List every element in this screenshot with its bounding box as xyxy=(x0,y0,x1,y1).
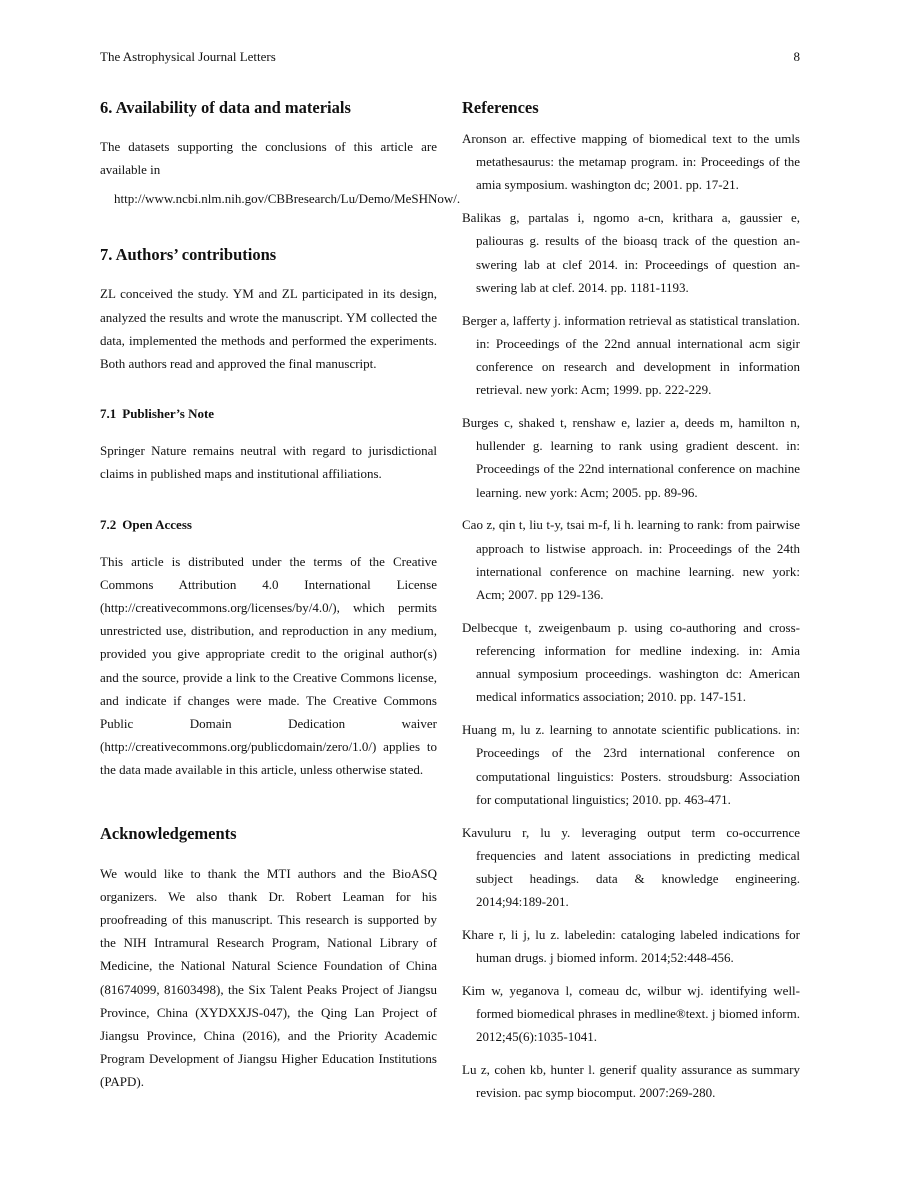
publishers-note-text: Springer Nature remains neutral with regard to jurisdictional claims in published maps and institutional affiliations. xyxy=(100,443,437,482)
reference-item: Burges c, shaked t, renshaw e, lazier a, deeds m, hamilton n, hullender g. learning to rank using gradient descent. in: Proceedings of the 22nd international conference on machine learning. new york: Acm; 2005. pp. 89-96. xyxy=(462,415,800,500)
journal-name: The Astrophysical Journal Letters xyxy=(100,49,276,64)
section-title-references: References xyxy=(462,98,539,117)
reference-item: Delbecque t, zweigenbaum p. using co-authoring and cross-referencing information for medline indexing. in: Amia annual symposium proceedings. washington dc: American medical informatics association; 2010. pp. 147-151. xyxy=(462,619,800,705)
subsection-title-publishers-note xyxy=(100,404,437,424)
reference-item: Kim w, yeganova l, comeau dc, wilbur wj. identifying well-formed biomedical phrases in medline®text. j biomed inform. 2012;45(6):1035-1041. xyxy=(462,983,800,1045)
section-title-availability: 6. Availability of data and materials xyxy=(100,98,351,117)
reference-item: Cao z, qin t, liu t-y, tsai m-f, li h. learning to rank: from pairwise approach to listwise approach. in: Proceedings of the 24th international conference on machine learning. new york: Acm; 2007. pp 129-136. xyxy=(462,517,800,603)
running-head xyxy=(100,47,800,67)
section-title-acknowledgements: Acknowledgements xyxy=(100,823,237,843)
page-number: 8 xyxy=(793,49,800,64)
reference-item: Balikas g, partalas i, ngomo a-cn, krithara a, gaussier e, paliouras g. results of the bioasq track of the question answering lab at clef 2014. in: Proceedings of question answering lab at clef. 2014. pp. 1181-1193. xyxy=(462,210,800,295)
reference-item: Aronson ar. effective mapping of biomedical text to the umls metathesaurus: the metamap program. in: Proceedings of the amia symposium. washington dc; 2001. pp. 17-21. xyxy=(462,131,800,193)
subsection-title-open-access xyxy=(100,515,437,535)
acknowledgements-text: We would like to thank the MTI authors and the BioASQ organizers. We also thank Dr. Robert Leaman for his proofreading of this manuscript. This research is supported by the NIH Intramural Research Program, National Library of Medicine, the National Natural Science Foundation of China (81674099, 81603498), the Six Talent Peaks Project of Jiangsu Province, China (XYDXXJS-047), the Qing Lan Project of Jiangsu Province, China (2016), and the Priority Academic Program Development of Jiangsu Higher Education Institutions (PAPD). xyxy=(100,865,437,1090)
subsection-label: Open Access xyxy=(122,516,192,532)
subsection-number: 7.1 xyxy=(100,406,117,422)
reference-item: Kavuluru r, lu y. leveraging output term co-occurrence frequencies and latent associations in predicting medical subject headings. data & knowledge engineering. 2014;94:189-201. xyxy=(462,824,800,910)
reference-item: Huang m, lu z. learning to annotate scientific publications. in: Proceedings of the 23rd international conference on computational linguistics: Posters. stroudsburg: Association for computational linguistics; 2010. pp. 463-471. xyxy=(462,722,800,807)
reference-item: Lu z, cohen kb, hunter l. generif quality assurance as summary revision. pac symp biocomput. 2007:269-280. xyxy=(462,1062,800,1101)
authors-contributions-text: ZL conceived the study. YM and ZL participated in its design, analyzed the results and wrote the manuscript. YM collected the data, implemented the methods and performed the experiments. Both authors read and approved the final manuscript. xyxy=(100,286,437,372)
right-column xyxy=(462,96,800,1114)
subsection-number: 7.2 xyxy=(100,516,117,532)
data-url-link[interactable]: http://www.ncbi.nlm.nih.gov/CBBresearch/Lu/Demo/MeSHNow/. xyxy=(114,191,461,207)
open-access-text: This article is distributed under the terms of the Creative Commons Attribution 4.0 International License (http://creativecommons.org/licenses/by/4.0/), which permits unrestricted use, distribution, and reproduction in any medium, provided you give appropriate credit to the original author(s) and the source, provide a link to the Creative Commons license, and indicate if changes were made. The Creative Commons Public Domain Dedication waiver (http://creativecommons.org/publicdomain/zero/1.0/) applies to the data made available in this article, unless otherwise stated. xyxy=(100,553,437,778)
subsection-label: Publisher’s Note xyxy=(122,406,215,422)
reference-item: Khare r, li j, lu z. labeledin: cataloging labeled indications for human drugs. j biomed inform. 2014;52:448-456. xyxy=(462,927,800,966)
reference-list xyxy=(462,127,800,1105)
availability-text: The datasets supporting the conclusions of this article are available in xyxy=(100,139,437,178)
reference-item: Berger a, lafferty j. information retrieval as statistical translation. in: Proceedings of the 22nd annual international acm sigir conference on research and development in information retrieval. new york: Acm; 1999. pp. 222-229. xyxy=(462,312,800,398)
section-title-authors-contributions: 7. Authors’ contributions xyxy=(100,245,277,265)
left-column xyxy=(100,96,461,1094)
